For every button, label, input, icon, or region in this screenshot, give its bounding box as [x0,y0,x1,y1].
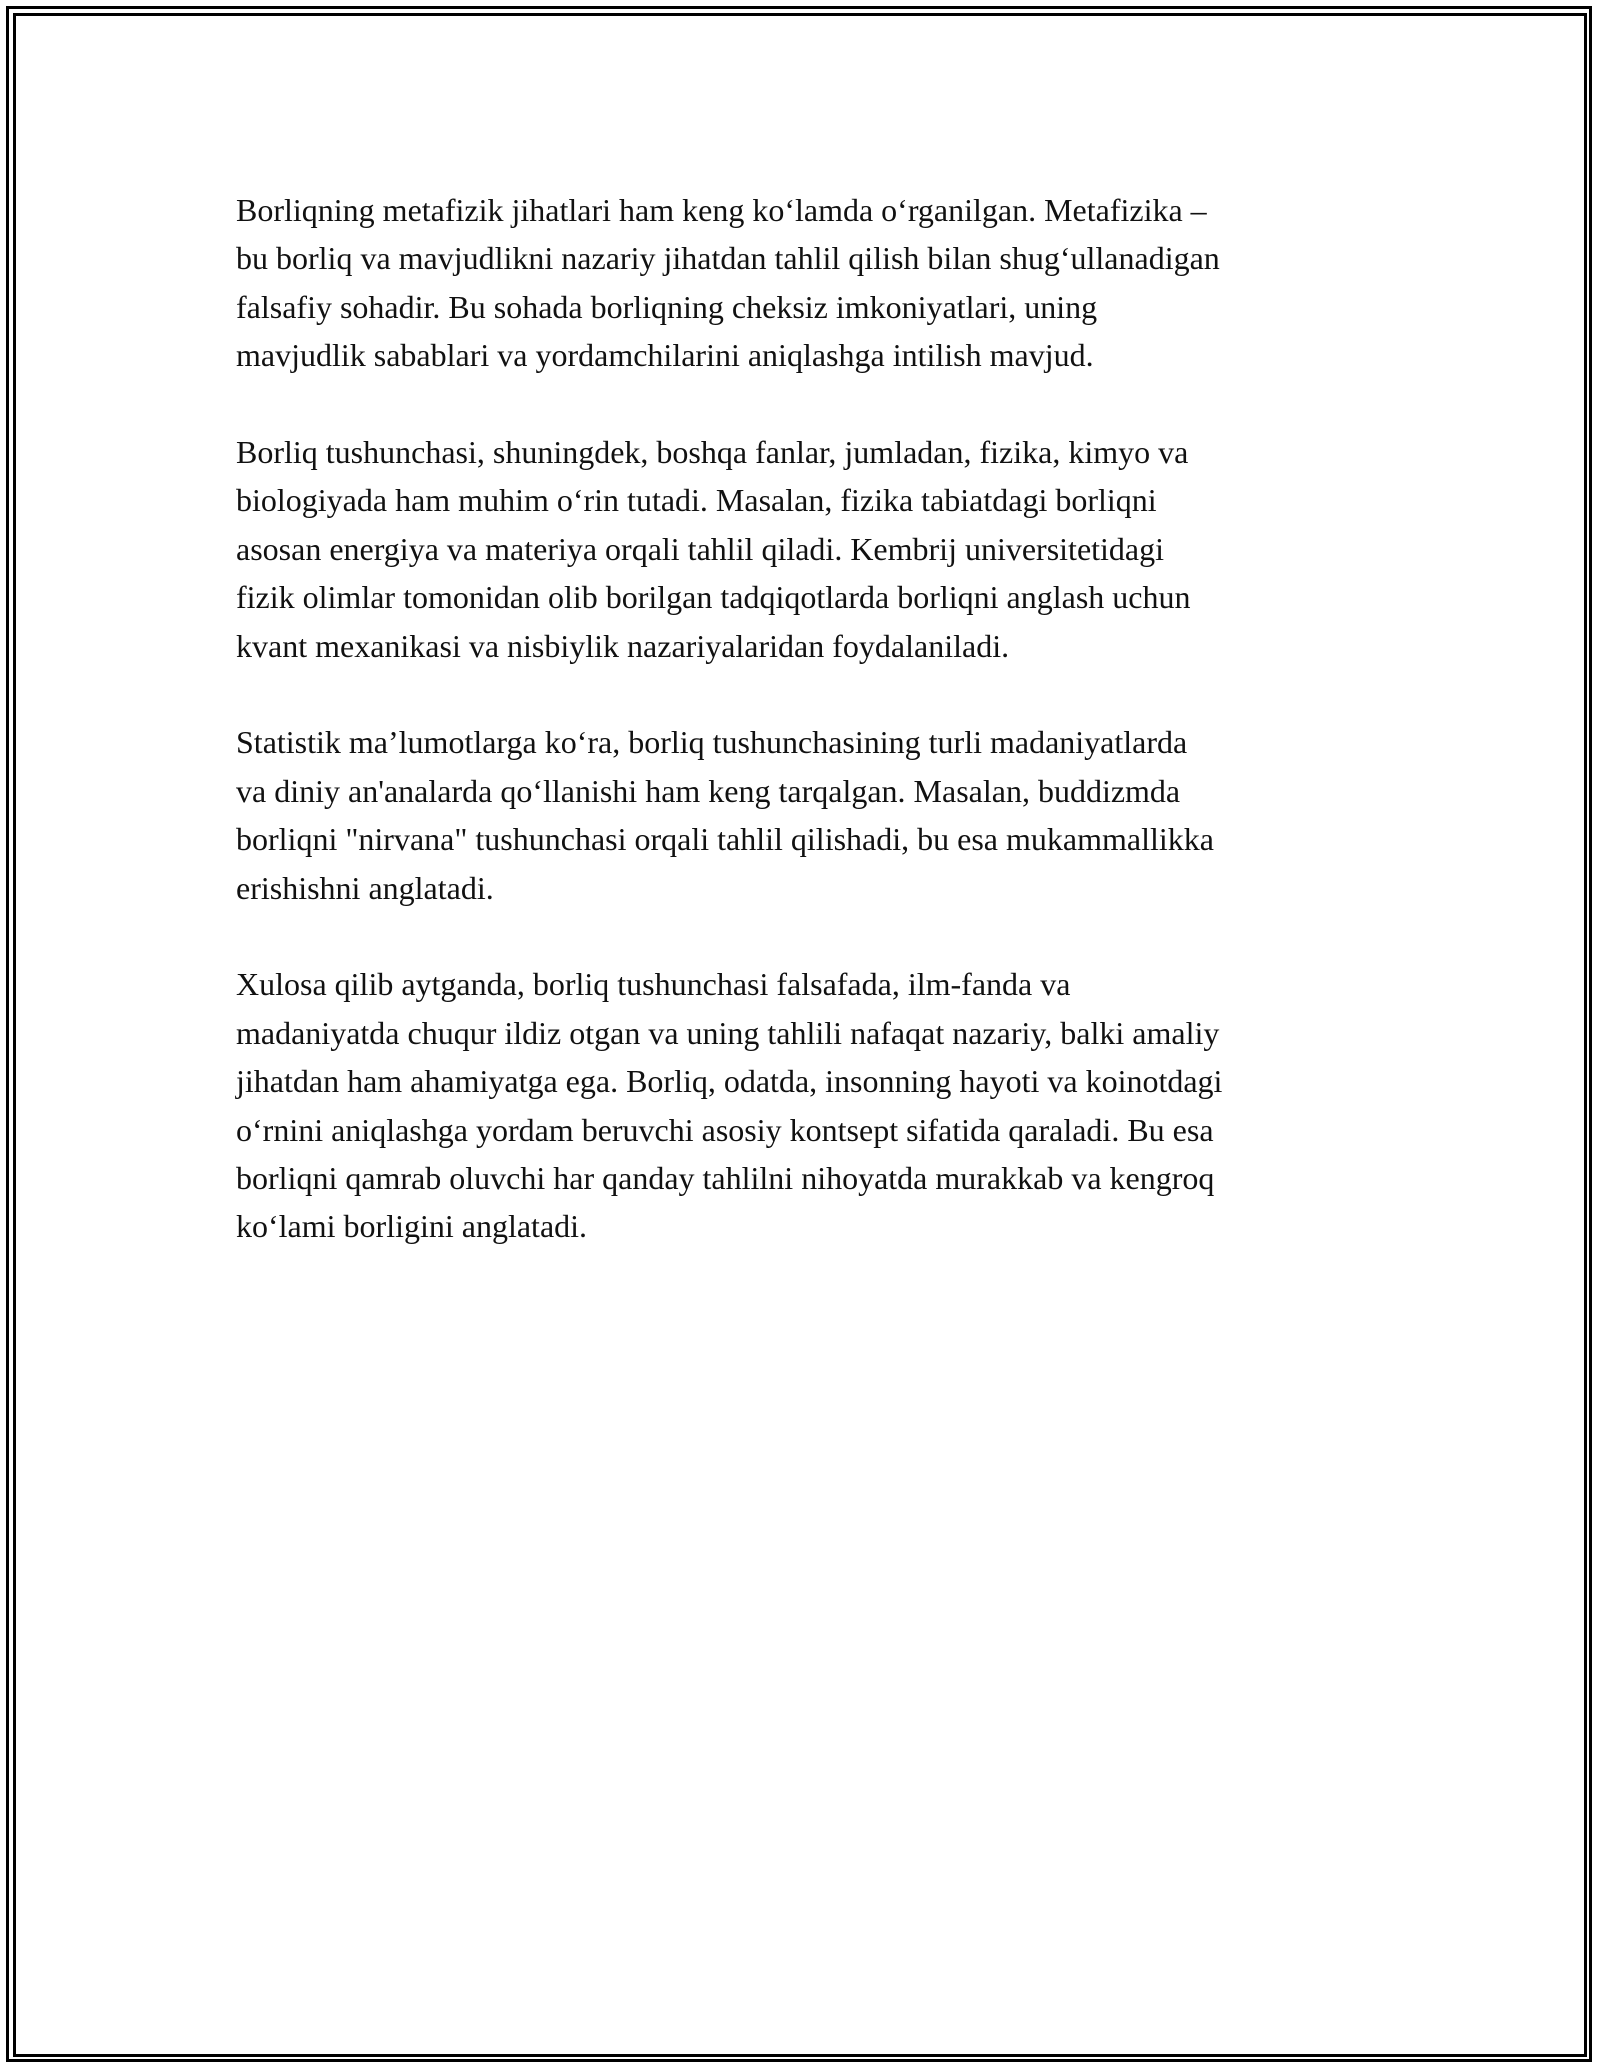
document-body [236,186,1376,1299]
paragraph-cultures: Statistik ma’lumotlarga ko‘ra, borliq tushunchasining turli madaniyatlarda va diniy an'analarda qo‘llanishi ham keng tarqalgan. Masalan, buddizmda borliqni "nirvana" tushunchasi orqali tahlil qilishadi, bu esa mukammallikka erishishni anglatadi. [236,724,1214,906]
paragraph-sciences: Borliq tushunchasi, shuningdek, boshqa fanlar, jumladan, fizika, kimyo va biologiyada ham muhim o‘rin tutadi. Masalan, fizika tabiatdagi borliqni asosan energiya va materiya orqali tahlil qiladi. Kembrij universitetidagi fizik olimlar tomonidan olib borilgan tadqiqotlarda borliqni anglash uchun kvant mexanikasi va nisbiylik nazariyalaridan foydalaniladi. [236,434,1191,664]
paragraph-conclusion: Xulosa qilib aytganda, borliq tushunchasi falsafada, ilm-fanda va madaniyatda chuqur ildiz otgan va uning tahlili nafaqat nazariy, balki amaliy jihatdan ham ahamiyatga ega. Borliq, odatda, insonning hayoti va koinotdagi o‘rnini aniqlashga yordam beruvchi asosiy kontsept sifatida qaraladi. Bu esa borliqni qamrab oluvchi har qanday tahlilni nihoyatda murakkab va kengroq ko‘lami borligini anglatadi. [236,966,1223,1245]
paragraph-metaphysics: Borliqning metafizik jihatlari ham keng ko‘lamda o‘rganilgan. Metafizika – bu borliq va mavjudlikni nazariy jihatdan tahlil qilish bilan shug‘ullanadigan falsafiy sohadir. Bu sohada borliqning cheksiz imkoniyatlari, uning mavjudlik sabablari va yordamchilarini aniqlashga intilish mavjud. [236,192,1220,374]
